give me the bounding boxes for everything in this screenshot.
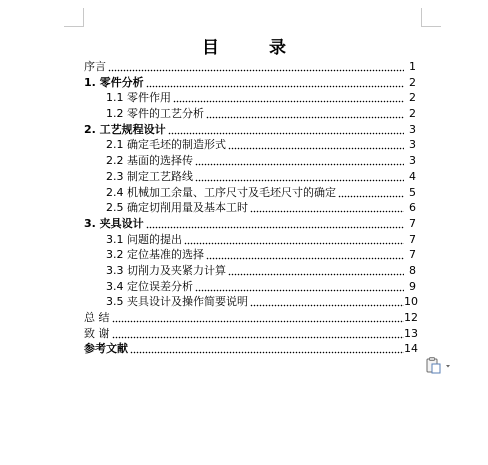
toc-entry-page: 2 [409,107,416,121]
toc-entry-label: 3.3 切削力及夹紧力计算 [106,263,226,277]
toc-entry-label: 2.4 机械加工余量、工序尺寸及毛坯尺寸的确定 [106,185,336,199]
toc-leader-dots [195,153,404,169]
toc-entry-label: 总 结 [84,311,110,324]
toc-entry-label: 1.1 零件作用 [106,91,171,105]
toc-leader-dots [338,185,404,201]
toc-entry-label: 序言 [84,60,106,73]
toc-leader-dots [112,310,404,326]
toc-entry[interactable] [84,153,416,169]
toc-entry-page: 3 [409,138,416,152]
toc-leader-dots [206,106,404,122]
toc-entry-page: 1 [409,60,416,73]
toc-leader-dots [130,341,404,357]
toc-entry[interactable] [84,169,416,185]
crop-mark-top-right-h [421,26,441,27]
toc-entry-label: 3.5 夹具设计及操作简要说明 [106,295,248,309]
toc-entry-label: 参考文献 [84,342,128,356]
toc-leader-dots [206,247,404,263]
toc-entry-page: 3 [409,122,416,136]
toc-entry-page: 3 [409,154,416,168]
toc-entry[interactable] [84,341,416,357]
clipboard-paste-icon [424,356,454,376]
toc-entry-page: 4 [409,169,416,183]
toc-leader-dots [146,216,404,232]
toc-entry-page: 2 [409,91,416,105]
toc-leader-dots [195,169,404,185]
crop-mark-top-right-v [421,8,422,27]
toc-leader-dots [112,326,404,342]
toc-leader-dots [108,59,404,75]
toc-entry-page: 14 [404,342,418,356]
toc-entry-label: 3.2 定位基准的选择 [106,248,204,262]
toc-leader-dots [250,200,404,216]
toc-entry-label: 2. 工艺规程设计 [84,122,166,136]
table-of-contents [84,59,416,357]
toc-entry-page: 12 [404,311,418,324]
toc-entry[interactable] [84,310,416,326]
toc-entry[interactable] [84,75,416,91]
toc-entry-page: 10 [404,295,418,309]
toc-entry-label: 致 谢 [84,326,110,340]
toc-entry-page: 8 [409,263,416,277]
toc-leader-dots [168,122,404,138]
toc-entry-page: 5 [409,185,416,199]
toc-leader-dots [146,75,404,91]
toc-entry-label: 2.3 制定工艺路线 [106,169,193,183]
toc-entry[interactable] [84,279,416,295]
toc-entry[interactable] [84,185,416,201]
toc-entry-page: 2 [409,75,416,89]
toc-entry[interactable] [84,263,416,279]
toc-entry[interactable] [84,294,416,310]
toc-entry-page: 7 [409,232,416,246]
toc-entry[interactable] [84,137,416,153]
toc-entry[interactable] [84,106,416,122]
crop-mark-top-left-h [64,26,84,27]
toc-entry[interactable] [84,247,416,263]
toc-entry-page: 6 [409,201,416,215]
toc-entry[interactable] [84,59,416,75]
toc-entry[interactable] [84,326,416,342]
toc-entry-label: 3.1 问题的提出 [106,232,182,246]
toc-entry-page: 13 [404,326,418,340]
toc-entry-page: 7 [409,216,416,230]
toc-entry[interactable] [84,216,416,232]
toc-leader-dots [228,137,404,153]
toc-entry-label: 2.1 确定毛坯的制造形式 [106,138,226,152]
crop-mark-top-left-v [83,8,84,27]
toc-entry[interactable] [84,200,416,216]
toc-entry-label: 1.2 零件的工艺分析 [106,107,204,121]
toc-entry-label: 2.5 确定切削用量及基本工时 [106,201,248,215]
toc-leader-dots [195,279,404,295]
toc-leader-dots [250,294,404,310]
toc-entry[interactable] [84,122,416,138]
toc-leader-dots [228,263,404,279]
toc-entry-label: 1. 零件分析 [84,75,144,89]
toc-leader-dots [173,90,404,106]
toc-entry[interactable] [84,90,416,106]
paste-options-button[interactable] [424,356,454,376]
toc-entry-label: 3.4 定位误差分析 [106,279,193,293]
toc-entry-label: 2.2 基面的选择传 [106,154,193,168]
toc-title: 目 录 [202,38,308,58]
toc-entry-page: 7 [409,248,416,262]
toc-entry-label: 3. 夹具设计 [84,216,144,230]
toc-leader-dots [184,232,404,248]
toc-entry-page: 9 [409,279,416,293]
toc-entry[interactable] [84,232,416,248]
